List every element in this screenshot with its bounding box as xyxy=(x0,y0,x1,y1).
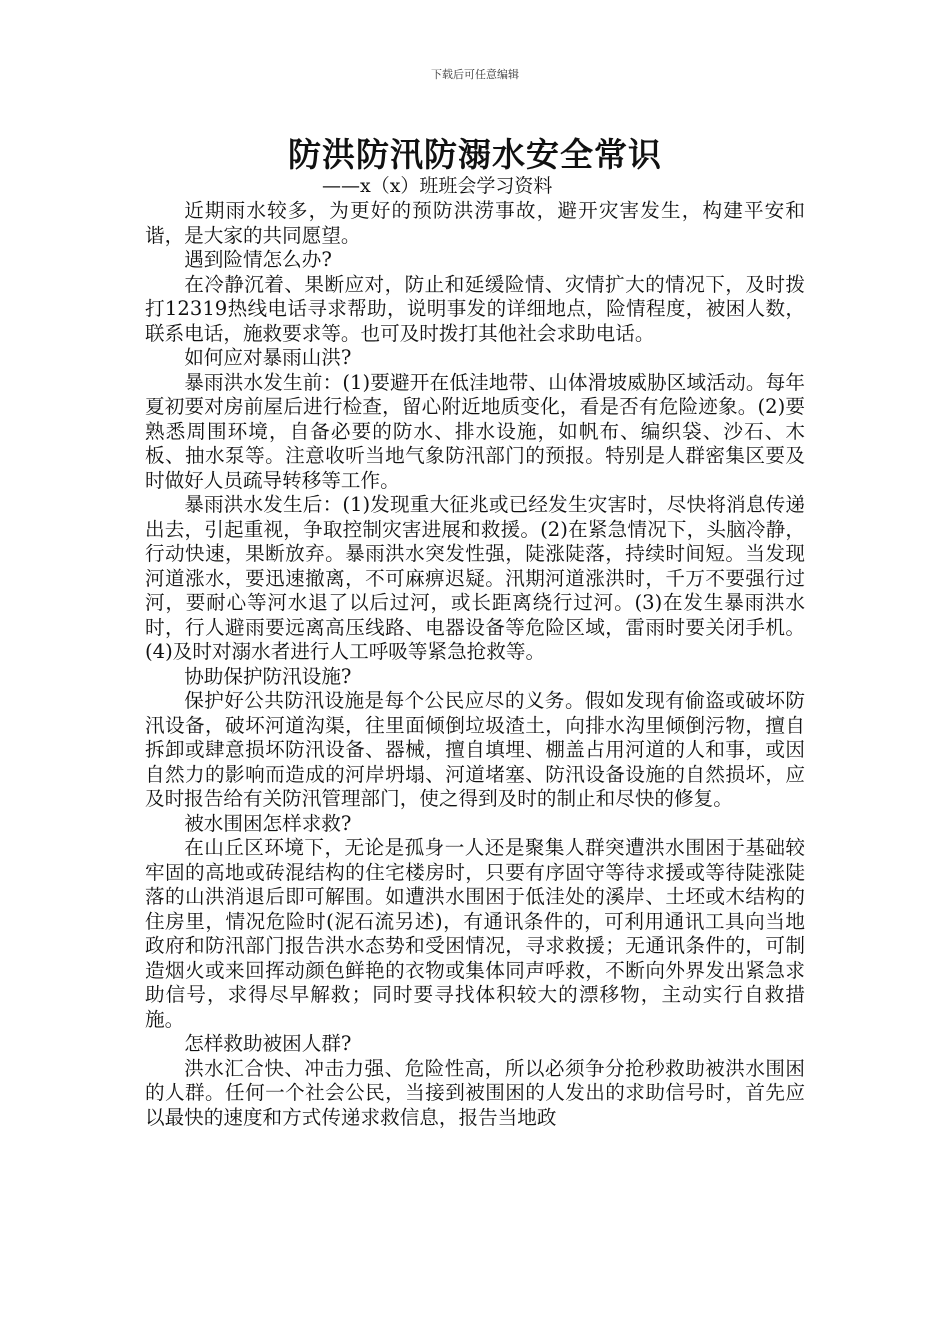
paragraph-rescue: 洪水汇合快、冲击力强、危险性高，所以必须争分抢秒救助被洪水围困的人群。任何一个社会公民，当接到被围困的人发出的求助信号时，首先应以最快的速度和方式传递求救信息，报告当地政 xyxy=(145,1056,805,1129)
section-heading-danger: 遇到险情怎么办? xyxy=(184,248,332,271)
section-heading-rescue: 怎样救助被困人群? xyxy=(184,1032,352,1055)
paragraph-trapped: 在山丘区环境下，无论是孤身一人还是聚集人群突遭洪水围困于基础较牢固的高地或砖混结构的住宅楼房时，只要有序固守等待求援或等待陡涨陡落的山洪消退后即可解围。如遭洪水围困于低洼处的溪岸、土坯或木结构的住房里，情况危险时(泥石流另述)，有通讯条件的，可利用通讯工具向当地政府和防汛部门报告洪水态势和受困情况，寻求救援；无通讯条件的，可制造烟火或来回挥动颜色鲜艳的衣物或集体同声呼救，不断向外界发出紧急求助信号，求得尽早解救；同时要寻找体积较大的漂移物，主动实行自救措施。 xyxy=(145,836,805,1031)
document-subtitle: ——x（x）班班会学习资料 xyxy=(322,175,553,197)
paragraph-danger: 在冷静沉着、果断应对，防止和延缓险情、灾情扩大的情况下，及时拨打12319热线电话寻求帮助，说明事发的详细地点，险情程度，被困人数，联系电话，施救要求等。也可及时拨打其他社会求助电话。 xyxy=(145,272,805,345)
paragraph-before-flood: 暴雨洪水发生前：(1)要避开在低洼地带、山体滑坡威胁区域活动。每年夏初要对房前屋后进行检查，留心附近地质变化，看是否有危险迹象。(2)要熟悉周围环境，自备必要的防水、排水设施，如帆布、编织袋、沙石、木板、抽水泵等。注意收听当地气象防汛部门的预报。特别是人群密集区要及时做好人员疏导转移等工作。 xyxy=(145,370,805,492)
section-heading-trapped: 被水围困怎样求救? xyxy=(184,811,352,835)
paragraph-protect-facilities: 保护好公共防汛设施是每个公民应尽的义务。假如发现有偷盗或破坏防汛设备，破坏河道沟渠，往里面倾倒垃圾渣土，向排水沟里倾倒污物，擅自拆卸或肆意损坏防汛设备、器械，擅自填埋、棚盖占用河道的人和事，或因自然力的影响而造成的河岸坍塌、河道堵塞、防汛设备设施的自然损坏，应及时报告给有关防汛管理部门，使之得到及时的制止和尽快的修复。 xyxy=(145,689,805,810)
paragraph-after-flood: 暴雨洪水发生后：(1)发现重大征兆或已经发生灾害时，尽快将消息传递出去，引起重视，争取控制灾害进展和救援。(2)在紧急情况下，头脑冷静，行动快速，果断放弃。暴雨洪水突发性强，陡涨陡落，持续时间短。当发现河道涨水，要迅速撤离，不可麻痹迟疑。汛期河道涨洪时，千万不要强行过河，要耐心等河水退了以后过河，或长距离绕行过河。(3)在发生暴雨洪水时，行人避雨要远离高压线路、电器设备等危险区域，雷雨时要关闭手机。(4)及时对溺水者进行人工呼吸等紧急抢救等。 xyxy=(145,493,805,663)
document-body xyxy=(145,199,805,1130)
header-note: 下载后可任意编辑 xyxy=(431,68,519,81)
document-title: 防洪防汛防溺水安全常识 xyxy=(288,135,662,174)
section-heading-protect-facilities: 协助保护防汛设施? xyxy=(184,664,352,688)
paragraph-intro: 近期雨水较多，为更好的预防洪涝事故，避开灾害发生，构建平安和谐，是大家的共同愿望。 xyxy=(145,199,805,247)
section-heading-mountain-flood: 如何应对暴雨山洪? xyxy=(184,346,352,369)
